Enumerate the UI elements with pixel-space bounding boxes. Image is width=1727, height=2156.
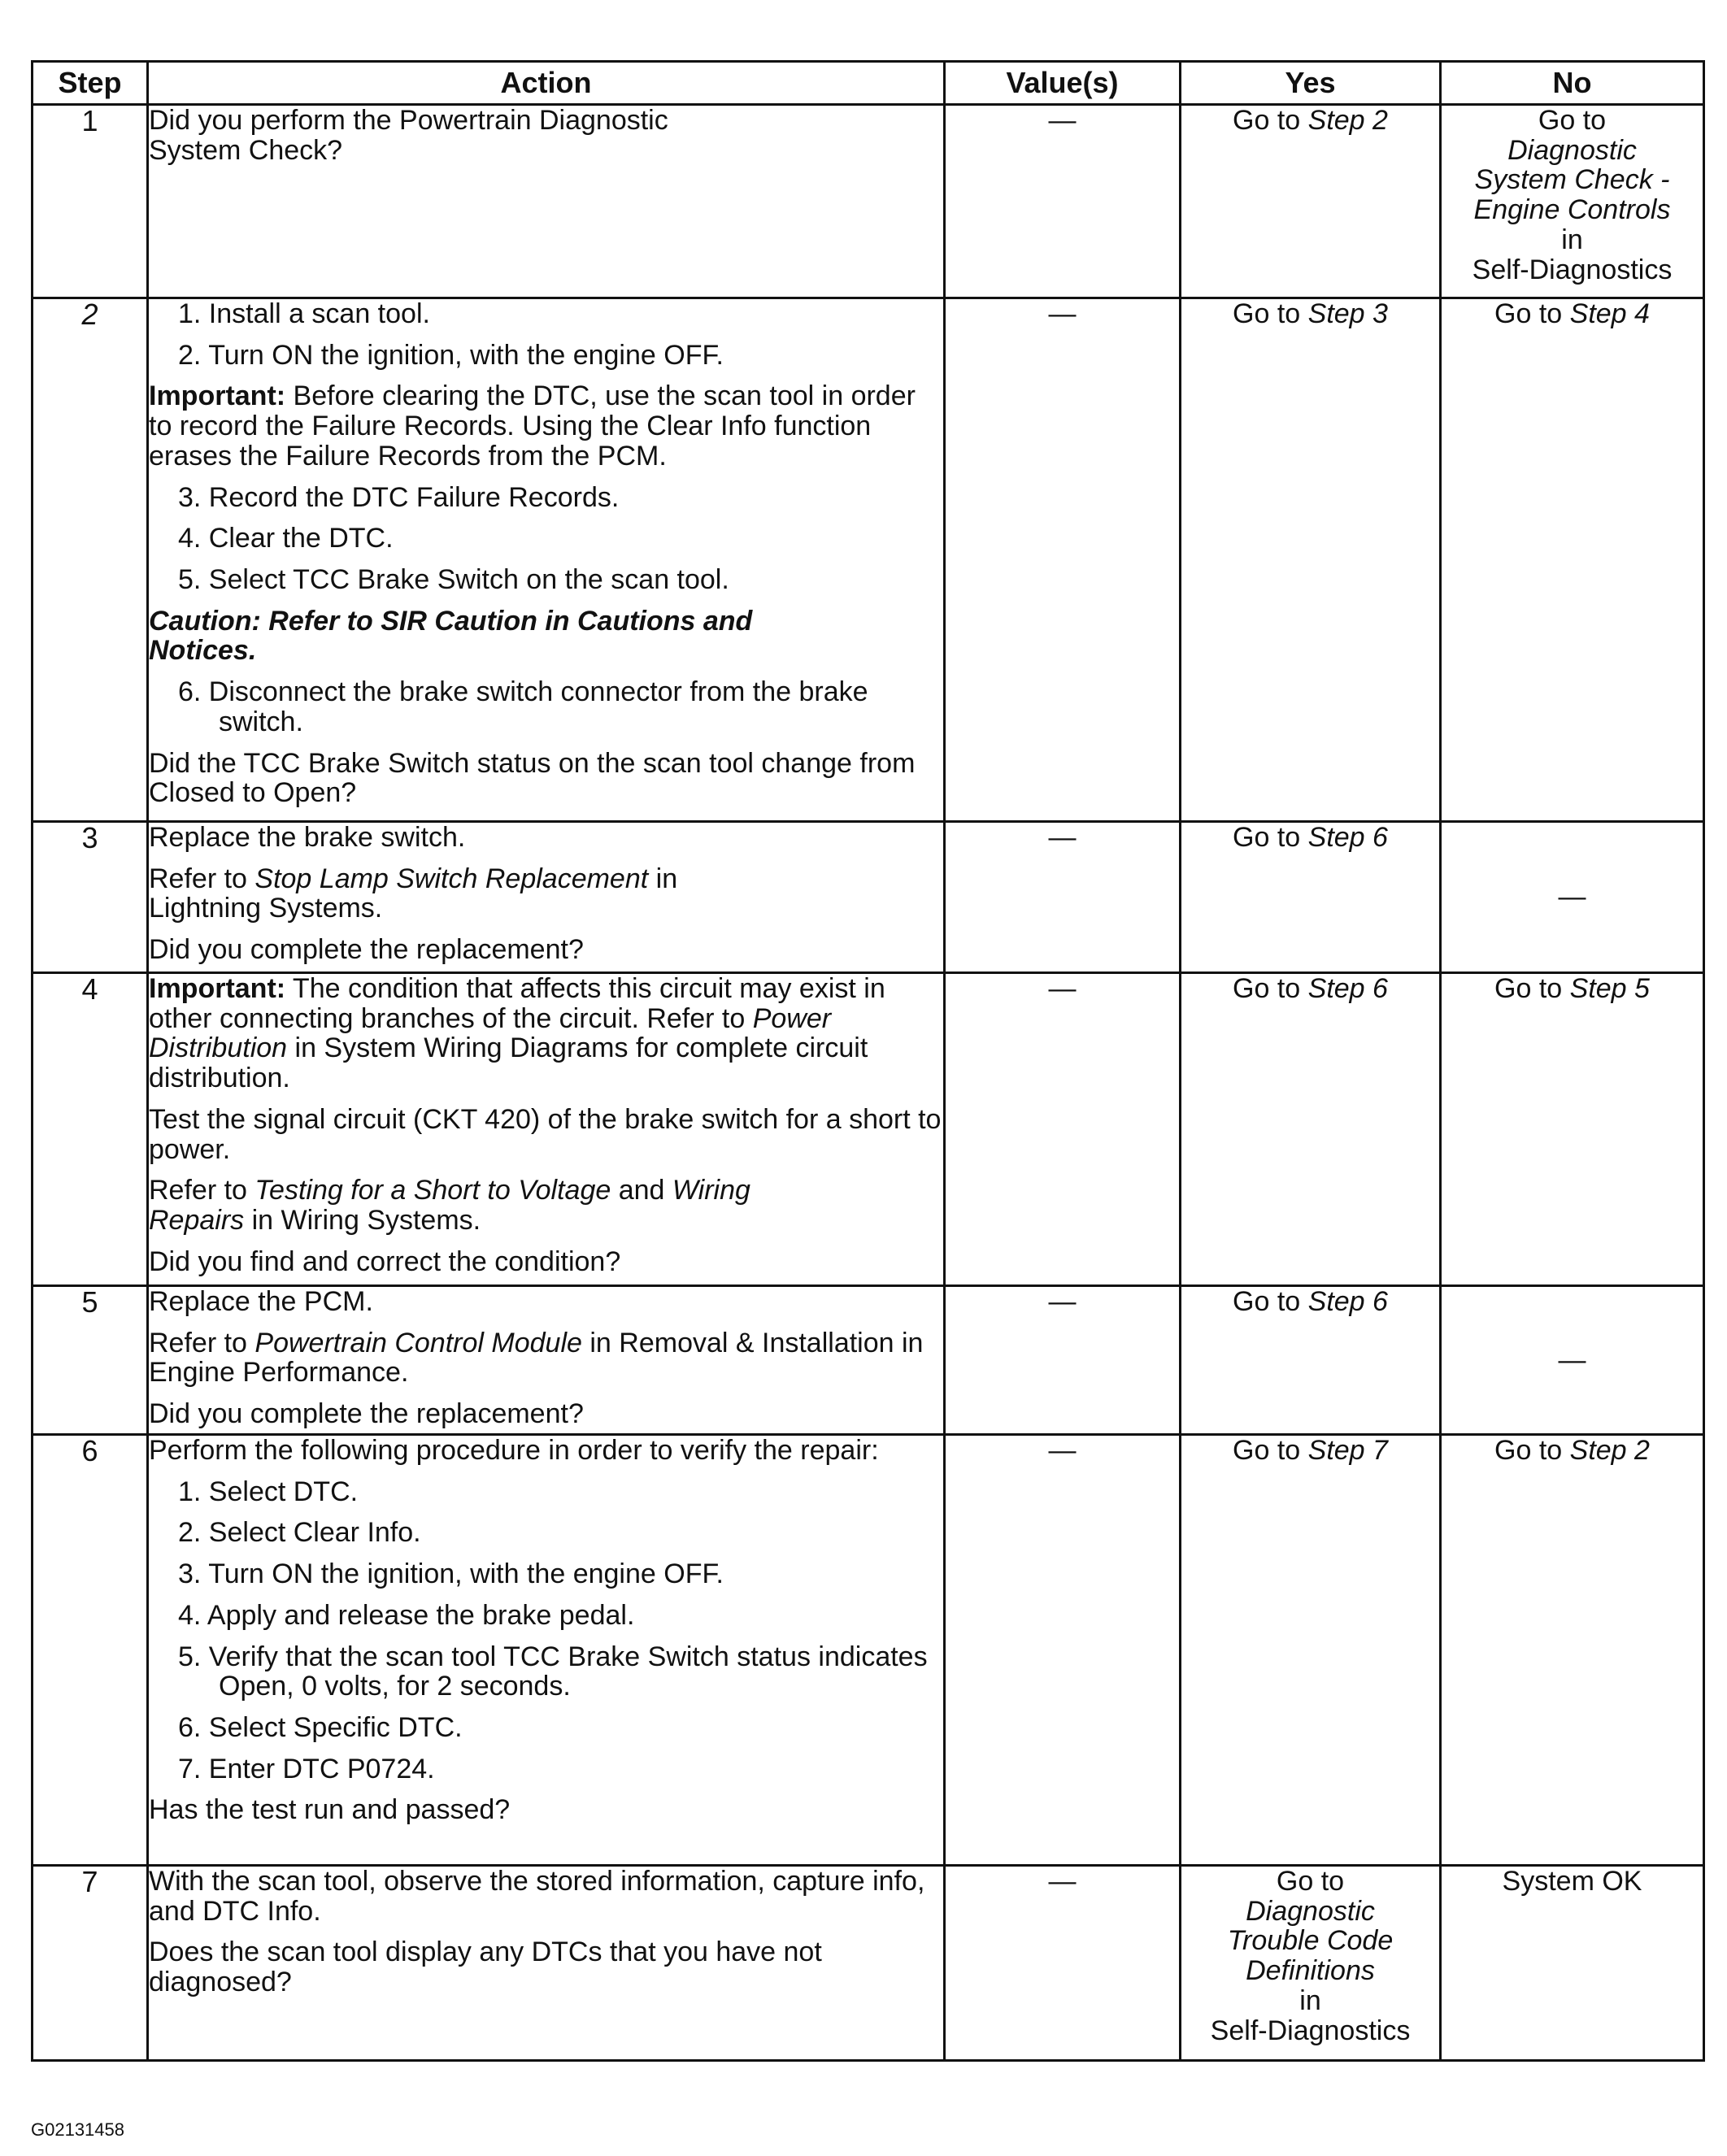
step-number: 4	[33, 973, 148, 1286]
value-cell	[945, 298, 1181, 822]
yes-cell	[1181, 973, 1441, 1286]
action-question: Did the TCC Brake Switch status on the scan tool change from Closed to Open?	[149, 747, 916, 809]
action-question: Has the test run and passed?	[149, 1794, 511, 1826]
value-dash: —	[1048, 298, 1077, 329]
value-cell	[945, 105, 1181, 298]
yes-line: Self-Diagnostics	[1210, 2015, 1411, 2046]
value-dash: —	[1048, 1866, 1077, 1897]
no-target: Step 5	[1569, 973, 1650, 1004]
value-dash: —	[1048, 1435, 1077, 1466]
ref-prefix: Refer to	[149, 1327, 255, 1358]
no-line: Engine Controls	[1473, 194, 1671, 226]
yes-line-plain: in	[1299, 1984, 1321, 2016]
ref-prefix: Refer to	[149, 1175, 255, 1206]
ref-title: Powertrain Control Module	[254, 1327, 582, 1358]
action-question: Does the scan tool display any DTCs that you have not diagnosed?	[149, 1936, 822, 1998]
table-row-step-2	[33, 298, 1704, 822]
table-row-step-7	[33, 1866, 1704, 2061]
action-cell	[148, 1435, 945, 1866]
step-number: 1	[33, 105, 148, 298]
system-ok: System OK	[1502, 1866, 1642, 1897]
table-row-step-4	[33, 973, 1704, 1286]
ref-suffix: in Wiring Systems.	[244, 1205, 481, 1237]
yes-target: Step 3	[1307, 298, 1388, 329]
value-dash: —	[1048, 973, 1077, 1004]
value-dash: —	[1048, 1286, 1077, 1317]
action-cell	[148, 1286, 945, 1435]
no-cell	[1441, 1286, 1704, 1435]
no-target: Step 4	[1569, 298, 1650, 329]
ref-title: Stop Lamp Switch Replacement	[254, 863, 649, 894]
ref-title: Testing for a Short to Voltage	[254, 1175, 611, 1206]
step-number: 3	[33, 822, 148, 973]
action-cell	[148, 822, 945, 973]
action-text: Replace the PCM.	[149, 1286, 373, 1317]
yes-cell	[1181, 105, 1441, 298]
step-number: 6	[33, 1435, 148, 1866]
procedure-step: 5. Verify that the scan tool TCC Brake Switch status indicates Open, 0 volts, for 2 seconds.	[178, 1641, 928, 1702]
header-no: No	[1441, 62, 1704, 105]
value-dash: —	[1048, 822, 1077, 853]
table-row-step-6	[33, 1435, 1704, 1866]
header-step: Step	[33, 62, 148, 105]
no-line: Diagnostic	[1507, 134, 1637, 166]
yes-prefix: Go to	[1233, 298, 1308, 329]
yes-cell	[1181, 298, 1441, 822]
ref-mid: and	[611, 1175, 672, 1206]
action-cell	[148, 105, 945, 298]
table-header-row	[33, 62, 1704, 105]
caution-note: Caution: Refer to SIR Caution in Cautions and Notices.	[149, 605, 753, 667]
important-label: Important:	[149, 973, 286, 1004]
no-cell	[1441, 822, 1704, 973]
yes-cell	[1181, 1286, 1441, 1435]
yes-line	[1181, 1956, 1439, 2015]
no-prefix: Go to	[1494, 973, 1570, 1004]
no-line: System Check -	[1474, 164, 1670, 196]
action-question: Did you complete the replacement?	[149, 1398, 584, 1430]
action-text: Test the signal circuit (CKT 420) of the brake switch for a short to power.	[149, 1103, 942, 1165]
value-cell	[945, 1286, 1181, 1435]
action-cell	[148, 298, 945, 822]
ref-suffix: in Removal & Installation in Engine Performance.	[149, 1327, 924, 1389]
procedure-step: 4. Clear the DTC.	[178, 523, 394, 554]
table-row-step-3	[33, 822, 1704, 973]
yes-target: Step 6	[1307, 822, 1388, 853]
procedure-step: 3. Record the DTC Failure Records.	[178, 481, 620, 513]
procedure-step: 6. Disconnect the brake switch connector from the brake switch.	[178, 676, 868, 737]
procedure-step: 3. Turn ON the ignition, with the engine OFF.	[178, 1558, 724, 1590]
yes-cell	[1181, 1866, 1441, 2061]
action-intro: Perform the following procedure in order to verify the repair:	[149, 1435, 879, 1466]
value-dash: —	[1048, 105, 1077, 136]
important-label: Important:	[149, 380, 286, 412]
procedure-step: 2. Turn ON the ignition, with the engine OFF.	[178, 339, 724, 371]
procedure-step: 5. Select TCC Brake Switch on the scan tool.	[178, 564, 729, 596]
no-line: in	[1561, 224, 1583, 255]
table-row-step-5	[33, 1286, 1704, 1435]
yes-prefix: Go to	[1233, 105, 1308, 136]
no-cell	[1441, 973, 1704, 1286]
action-cell	[148, 1866, 945, 2061]
yes-prefix: Go to	[1233, 1286, 1308, 1317]
yes-line: Diagnostic	[1246, 1895, 1375, 1927]
header-yes: Yes	[1181, 62, 1441, 105]
no-cell	[1441, 105, 1704, 298]
header-value: Value(s)	[945, 62, 1181, 105]
no-line: Go to	[1538, 105, 1607, 136]
important-ref: Power Distribution	[149, 1002, 832, 1064]
action-reference	[149, 1176, 767, 1235]
value-cell	[945, 1866, 1181, 2061]
yes-target: Step 7	[1307, 1435, 1388, 1466]
yes-line: Go to	[1276, 1866, 1345, 1897]
no-dash: —	[1558, 1344, 1586, 1376]
important-text: The condition that affects this circuit may exist in other connecting branches of the circuit. Refer to	[149, 973, 885, 1034]
diagnostic-table	[31, 60, 1705, 2062]
ref-title: Wiring Repairs	[149, 1175, 750, 1237]
procedure-step: 1. Install a scan tool.	[178, 298, 430, 329]
step-number: 7	[33, 1866, 148, 2061]
step-number: 5	[33, 1286, 148, 1435]
no-cell	[1441, 298, 1704, 822]
no-target: Step 2	[1569, 1435, 1650, 1466]
value-cell	[945, 973, 1181, 1286]
yes-cell	[1181, 822, 1441, 973]
value-cell	[945, 822, 1181, 973]
no-dash: —	[1558, 881, 1586, 913]
action-text: Replace the brake switch.	[149, 822, 466, 853]
yes-target: Step 6	[1307, 973, 1388, 1004]
yes-prefix: Go to	[1233, 973, 1308, 1004]
action-reference	[149, 1328, 943, 1388]
action-question: Did you perform the Powertrain Diagnostic System Check?	[149, 105, 668, 166]
procedure-step: 4. Apply and release the brake pedal.	[178, 1599, 635, 1631]
no-cell	[1441, 1435, 1704, 1866]
important-note	[149, 381, 943, 471]
figure-id: G02131458	[31, 2119, 124, 2140]
important-text: Before clearing the DTC, use the scan tool in order to record the Failure Records. Using the Clear Info function erases the Failure Records from the PCM.	[149, 380, 916, 472]
yes-line: Trouble Code	[1227, 1925, 1394, 1957]
step-number: 2	[33, 298, 148, 822]
procedure-step: 1. Select DTC.	[178, 1476, 359, 1507]
no-line: Self-Diagnostics	[1472, 254, 1673, 285]
procedure-step: 2. Select Clear Info.	[178, 1517, 421, 1549]
no-prefix: Go to	[1494, 1435, 1570, 1466]
table-row-step-1	[33, 105, 1704, 298]
header-action: Action	[148, 62, 945, 105]
yes-line-italic: Definitions	[1246, 1955, 1375, 1987]
action-reference	[149, 864, 767, 924]
procedure-step: 7. Enter DTC P0724.	[178, 1753, 435, 1784]
yes-prefix: Go to	[1233, 822, 1308, 853]
action-question: Did you complete the replacement?	[149, 934, 584, 966]
action-question: Did you find and correct the condition?	[149, 1245, 621, 1277]
important-suffix: in System Wiring Diagrams for complete circuit distribution.	[149, 1032, 868, 1094]
yes-target: Step 2	[1307, 105, 1388, 136]
value-cell	[945, 1435, 1181, 1866]
yes-prefix: Go to	[1233, 1435, 1308, 1466]
ref-prefix: Refer to	[149, 863, 255, 894]
important-note	[149, 974, 943, 1093]
yes-cell	[1181, 1435, 1441, 1866]
no-prefix: Go to	[1494, 298, 1570, 329]
no-cell	[1441, 1866, 1704, 2061]
ref-suffix: in Lightning Systems.	[149, 863, 678, 924]
action-cell	[148, 973, 945, 1286]
yes-target: Step 6	[1307, 1286, 1388, 1317]
procedure-step: 6. Select Specific DTC.	[178, 1712, 463, 1744]
action-text: With the scan tool, observe the stored information, capture info, and DTC Info.	[149, 1866, 925, 1927]
